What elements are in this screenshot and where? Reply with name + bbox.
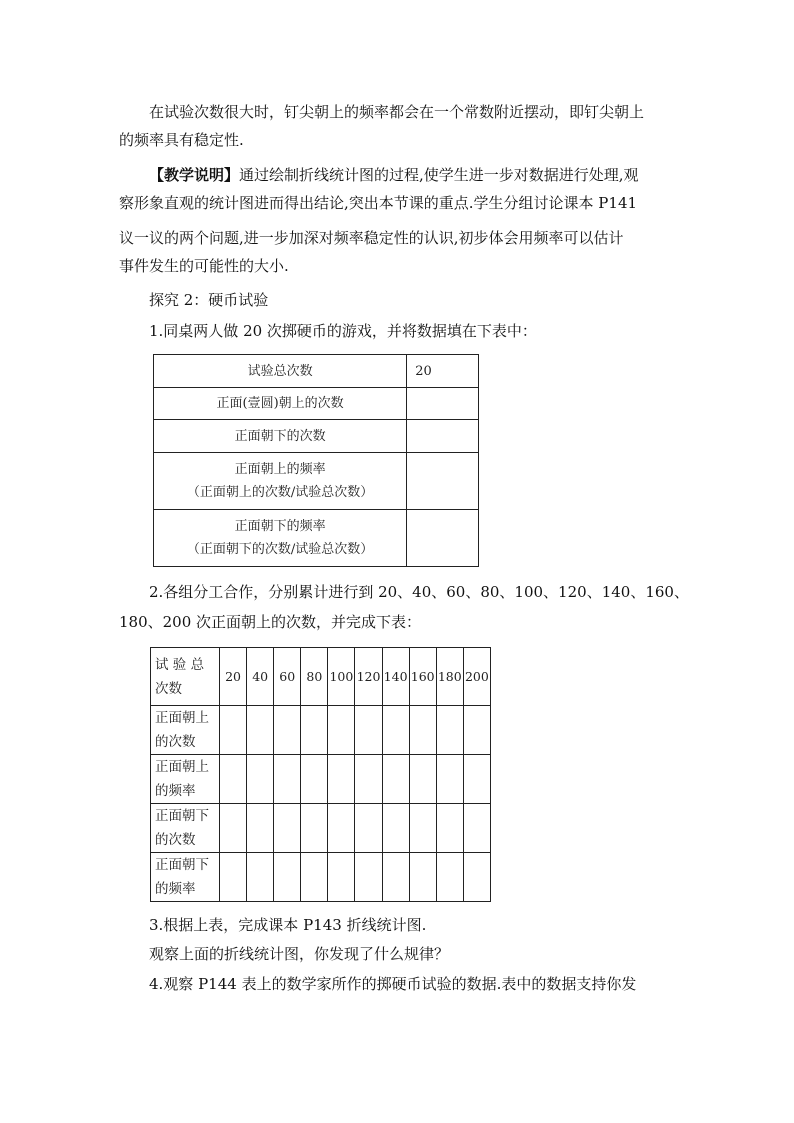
coin-toss-table-1 <box>153 354 479 567</box>
paragraph-2-line-1 <box>119 163 679 188</box>
question-4: 4.观察 P144 表上的数学家所作的掷硬币试验的数据.表中的数据支持你发 <box>149 975 637 993</box>
table-cell <box>328 853 355 902</box>
table-row <box>151 804 491 853</box>
row-label-line-2: 的频率 <box>155 783 196 799</box>
row-label-line-1: 正面朝上 <box>155 710 209 726</box>
question-2-line-1: 2.各组分工合作，分别累计进行到 20、40、60、80、100、120、140、160、 <box>149 583 689 601</box>
table-cell <box>274 755 301 804</box>
table2-header-line-1: 试 验 总 <box>155 656 205 673</box>
table1-value-total: 20 <box>407 355 479 388</box>
table2-column-header: 120 <box>355 648 382 706</box>
table1-value-heads-frequency <box>407 453 479 510</box>
row-label-line-2: 的次数 <box>155 832 196 848</box>
question-1: 1.同桌两人做 20 次掷硬币的游戏，并将数据填在下表中： <box>149 322 537 340</box>
row-label-line-1: 正面朝下 <box>155 808 209 824</box>
table-cell <box>247 804 274 853</box>
table2-column-header: 20 <box>220 648 247 706</box>
table-cell <box>409 755 436 804</box>
paragraph-2-line-3: 议一议的两个问题,进一步加深对频率稳定性的认识,初步体会用频率可以估计 <box>119 229 624 247</box>
table1-label-heads-count: 正面(壹圆)朝上的次数 <box>154 388 407 420</box>
table2-column-header: 180 <box>436 648 463 706</box>
table2-column-header: 100 <box>328 648 355 706</box>
table-cell <box>436 755 463 804</box>
table2-header-label <box>151 648 220 706</box>
paragraph-2-line-4: 事件发生的可能性的大小. <box>119 257 289 275</box>
table-row <box>151 755 491 804</box>
table-cell <box>274 804 301 853</box>
table-row <box>151 648 491 706</box>
table-cell <box>463 804 490 853</box>
table-cell <box>382 706 409 755</box>
table1-value-heads-count <box>407 388 479 420</box>
table-cell <box>436 853 463 902</box>
table-cell <box>274 853 301 902</box>
table-cell <box>328 804 355 853</box>
table-cell <box>436 706 463 755</box>
teaching-note-label: 【教学说明】 <box>149 166 240 184</box>
table-cell <box>247 706 274 755</box>
table1-heads-frequency-line-2: （正面朝上的次数/试验总次数） <box>186 485 374 500</box>
table-cell <box>463 706 490 755</box>
table-cell <box>328 755 355 804</box>
table-cell <box>247 853 274 902</box>
table-row <box>151 853 491 902</box>
table1-heads-frequency-line-1: 正面朝上的频率 <box>234 462 326 477</box>
table-cell <box>301 706 328 755</box>
table1-value-tails-frequency <box>407 510 479 567</box>
table-cell <box>409 853 436 902</box>
table1-tails-frequency-line-1: 正面朝下的频率 <box>234 519 326 534</box>
row-label-line-2: 的频率 <box>155 881 196 897</box>
explore-2-heading: 探究 2：硬币试验 <box>149 291 269 309</box>
row-label-line-2: 的次数 <box>155 734 196 750</box>
table2-column-header: 200 <box>463 648 490 706</box>
row-label-line-1: 正面朝下 <box>155 857 209 873</box>
table-cell <box>220 755 247 804</box>
table-cell <box>382 804 409 853</box>
paragraph-1-line-2: 的频率具有稳定性. <box>119 131 244 149</box>
question-3-observe: 观察上面的折线统计图，你发现了什么规律？ <box>149 945 450 963</box>
table1-tails-frequency-line-2: （正面朝下的次数/试验总次数） <box>186 542 374 557</box>
table1-label-tails-count: 正面朝下的次数 <box>154 420 407 453</box>
table-cell <box>409 706 436 755</box>
table2-row-label-tails-frequency <box>151 853 220 902</box>
table-cell <box>355 706 382 755</box>
table-row <box>151 706 491 755</box>
paragraph-1-line-1: 在试验次数很大时，钉尖朝上的频率都会在一个常数附近摆动，即钉尖朝上 <box>149 103 645 121</box>
table-cell <box>436 804 463 853</box>
table-cell <box>463 755 490 804</box>
table1-value-tails-count <box>407 420 479 453</box>
table1-label-heads-frequency <box>154 453 407 510</box>
table-cell <box>301 853 328 902</box>
teaching-note-text: 通过绘制折线统计图的过程,使学生进一步对数据进行处理,观 <box>239 166 639 184</box>
table1-label-total: 试验总次数 <box>154 355 407 388</box>
table-cell <box>355 804 382 853</box>
table-cell <box>328 706 355 755</box>
table2-column-header: 140 <box>382 648 409 706</box>
question-3: 3.根据上表，完成课本 P143 折线统计图. <box>149 916 427 934</box>
table-row <box>154 388 479 420</box>
table-cell <box>409 804 436 853</box>
paragraph-2-line-2: 察形象直观的统计图进而得出结论,突出本节课的重点.学生分组讨论课本 P141 <box>119 194 638 212</box>
table-row <box>154 355 479 388</box>
table-cell <box>301 755 328 804</box>
table2-column-header: 80 <box>301 648 328 706</box>
table2-row-label-heads-count <box>151 706 220 755</box>
table-cell <box>382 755 409 804</box>
question-2-line-2: 180、200 次正面朝上的次数，并完成下表： <box>119 613 422 631</box>
row-label-line-1: 正面朝上 <box>155 759 209 775</box>
table-row <box>154 453 479 510</box>
table-cell <box>220 706 247 755</box>
table1-label-tails-frequency <box>154 510 407 567</box>
table2-column-header: 40 <box>247 648 274 706</box>
table-row <box>154 510 479 567</box>
table2-column-header: 160 <box>409 648 436 706</box>
table-cell <box>220 853 247 902</box>
table2-column-header: 60 <box>274 648 301 706</box>
table-row <box>154 420 479 453</box>
table-cell <box>220 804 247 853</box>
table-cell <box>247 755 274 804</box>
table2-header-line-2: 次数 <box>155 680 182 697</box>
table-cell <box>301 804 328 853</box>
coin-toss-table-2 <box>150 647 491 902</box>
table-cell <box>355 853 382 902</box>
table-cell <box>463 853 490 902</box>
table-cell <box>274 706 301 755</box>
table-cell <box>382 853 409 902</box>
table2-row-label-heads-frequency <box>151 755 220 804</box>
table2-row-label-tails-count <box>151 804 220 853</box>
table-cell <box>355 755 382 804</box>
